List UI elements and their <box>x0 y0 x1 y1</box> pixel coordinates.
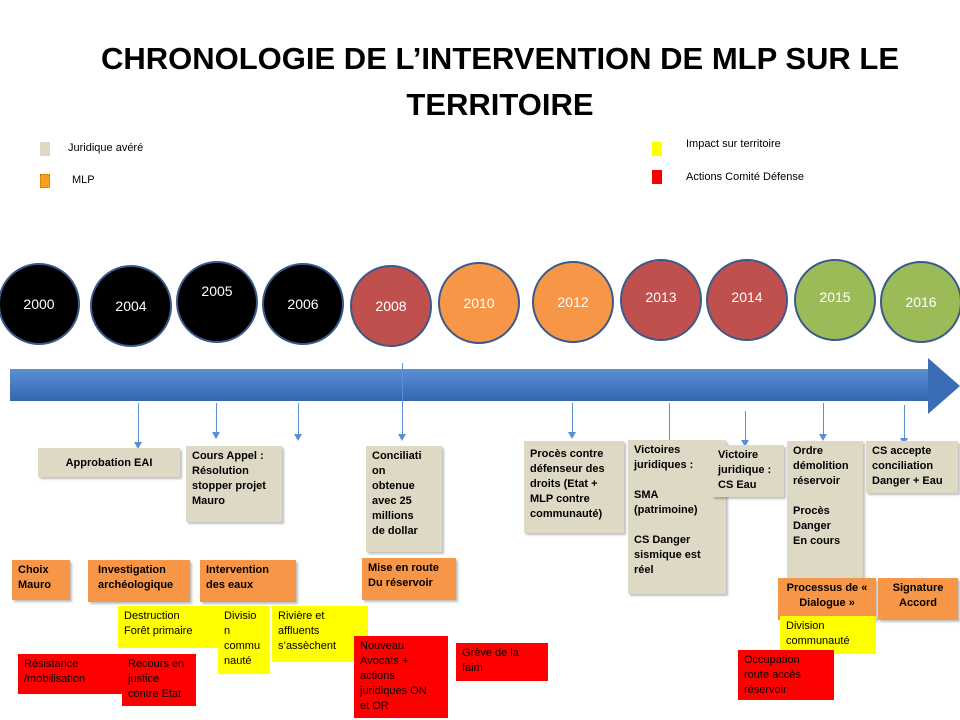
event-signature-accord: Signature Accord <box>878 578 958 620</box>
event-cs-accepte: CS accepte conciliation Danger + Eau <box>866 441 958 493</box>
year-label: 2008 <box>375 298 407 314</box>
event-proces-defenseur: Procès contre défenseur des droits (Etat + MLP contre communauté) <box>524 441 624 533</box>
legend-label-juridique: Juridique avéré <box>68 142 144 154</box>
timeline-arrow-bar <box>10 369 930 401</box>
event-cours-appel: Cours Appel : Résolution stopper projet Mauro <box>186 446 282 522</box>
legend-swatch-impact <box>652 142 662 156</box>
event-riviere-assechent: Rivière et affluents s’assèchent <box>272 606 368 662</box>
year-circle-2012 <box>532 261 614 343</box>
event-ordre-demolition: Ordre démolition réservoir Procès Danger En cours <box>787 441 863 578</box>
legend-label-mlp: MLP <box>72 174 95 186</box>
year-label: 2000 <box>23 296 55 312</box>
year-circle-2013 <box>620 259 702 341</box>
event-division-communaute: Divisio n commu nauté <box>218 606 270 674</box>
event-processus-dialogue: Processus de « Dialogue » <box>778 578 876 620</box>
connector-line <box>904 405 905 439</box>
event-greve-faim: Grève de la faim <box>456 643 548 681</box>
event-victoire-cs-eau: Victoire juridique : CS Eau <box>712 445 784 497</box>
event-conciliation: Conciliati on obtenue avec 25 millions de dollar <box>366 446 442 552</box>
connector-line <box>138 403 139 443</box>
event-nouveau-avocats: Nouveau Avocats + actions juridiques ON et OR <box>354 636 448 718</box>
legend-swatch-mlp <box>40 174 50 188</box>
year-circle-2004 <box>90 265 172 347</box>
connector-line <box>669 403 670 441</box>
connector-arrow-icon <box>568 432 576 439</box>
year-circle-2005 <box>176 261 258 343</box>
year-label: 2015 <box>819 289 851 305</box>
connector-line <box>823 403 824 435</box>
event-mise-en-route: Mise en route Du réservoir <box>362 558 456 600</box>
year-circle-2006 <box>262 263 344 345</box>
connector-arrow-icon <box>819 434 827 441</box>
event-choix-mauro: Choix Mauro <box>12 560 70 600</box>
year-circle-2014 <box>706 259 788 341</box>
legend-swatch-juridique <box>40 142 50 156</box>
title-line-2: TERRITOIRE <box>406 87 594 122</box>
event-occupation-route: Occupation route accès réservoir <box>738 650 834 700</box>
year-label: 2016 <box>905 294 937 310</box>
year-circle-2010 <box>438 262 520 344</box>
connector-arrow-icon <box>212 432 220 439</box>
event-destruction-foret: Destruction Forêt primaire <box>118 606 218 648</box>
year-label: 2005 <box>201 283 233 299</box>
timeline-arrow-head <box>928 358 960 414</box>
year-label: 2006 <box>287 296 319 312</box>
event-investigation: Investigation archéologique <box>88 560 190 602</box>
year-circle-2008 <box>350 265 432 347</box>
year-label: 2013 <box>645 289 677 305</box>
event-intervention-eaux: Intervention des eaux <box>200 560 296 602</box>
connector-line <box>216 403 217 433</box>
year-circle-2016 <box>880 261 960 343</box>
legend-label-impact: Impact sur territoire <box>686 138 781 150</box>
page-title <box>60 36 940 128</box>
year-circle-2000 <box>0 263 80 345</box>
connector-arrow-icon <box>294 434 302 441</box>
event-recours-justice: Recours en justice contre Etat <box>122 654 196 706</box>
legend-swatch-actions <box>652 170 662 184</box>
year-label: 2010 <box>463 295 495 311</box>
event-division-communaute-2015: Division communauté <box>780 616 876 654</box>
year-label: 2014 <box>731 289 763 305</box>
year-label: 2012 <box>557 294 589 310</box>
year-label: 2004 <box>115 298 147 314</box>
connector-line <box>402 363 403 435</box>
connector-arrow-icon <box>398 434 406 441</box>
connector-line <box>745 411 746 441</box>
title-line-1: CHRONOLOGIE DE L’INTERVENTION DE MLP SUR LE <box>100 41 900 76</box>
legend-label-actions: Actions Comité Défense <box>686 171 804 183</box>
event-approbation-eai: Approbation EAI <box>38 448 180 477</box>
connector-line <box>572 403 573 433</box>
event-resistance-mobilisation: Résistance /mobilisation <box>18 654 122 694</box>
connector-line <box>298 403 299 435</box>
year-circle-2015 <box>794 259 876 341</box>
event-victoires-juridiques: Victoires juridiques : SMA (patrimoine) CS Danger sismique est réel <box>628 440 726 594</box>
